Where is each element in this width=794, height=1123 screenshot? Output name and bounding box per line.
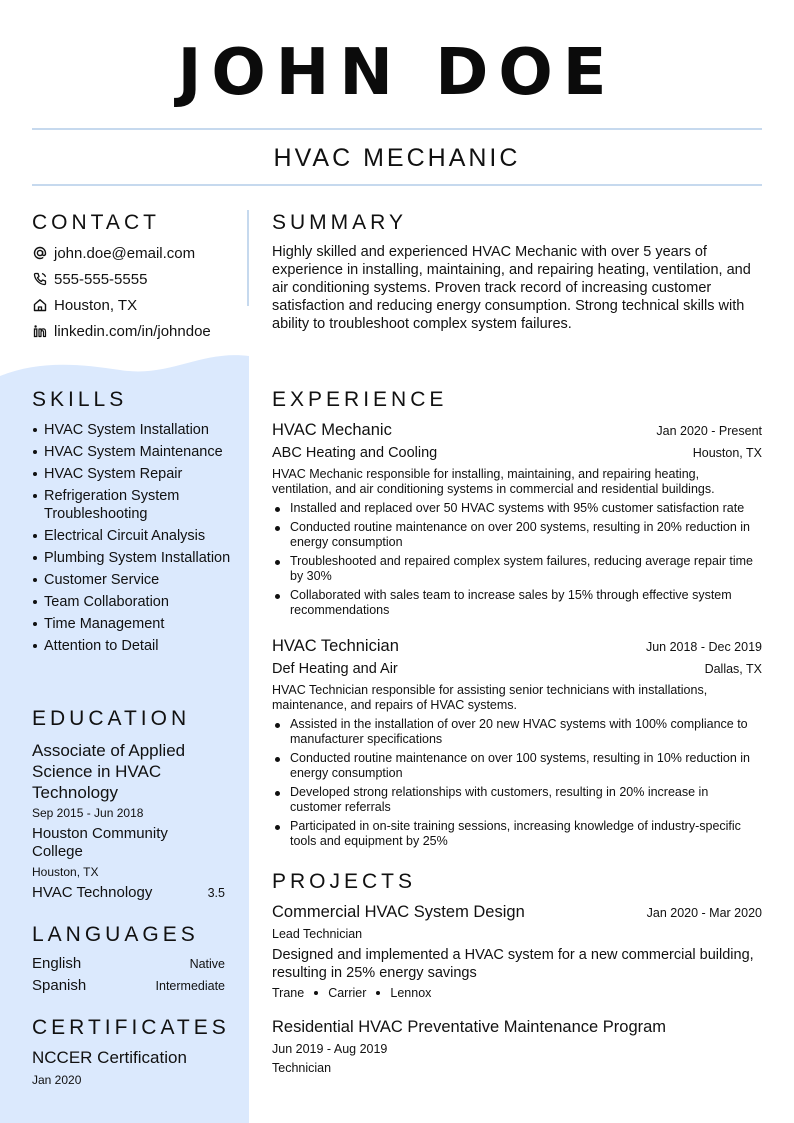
language-name: English <box>32 955 82 972</box>
skill-item: Customer Service <box>32 571 232 589</box>
contact-heading: CONTACT <box>32 211 160 234</box>
contact-location-text: Houston, TX <box>54 296 138 314</box>
project-tag: Lennox <box>390 986 432 1000</box>
language-row <box>32 955 225 972</box>
job-bullet: Installed and replaced over 50 HVAC systems with 95% customer satisfaction rate <box>272 501 762 516</box>
language-level: Intermediate <box>155 979 225 993</box>
contact-location <box>32 295 137 315</box>
job-bullets <box>272 717 762 853</box>
education-dates: Sep 2015 - Jun 2018 <box>32 806 144 820</box>
skill-item: HVAC System Installation <box>32 421 232 439</box>
skills-list <box>32 421 232 659</box>
job-dates: Jan 2020 - Present <box>656 424 762 438</box>
contact-phone-text: 555-555-5555 <box>54 270 148 288</box>
header-rule-top <box>32 128 762 130</box>
project-header <box>272 1018 762 1037</box>
languages-heading: LANGUAGES <box>32 923 199 946</box>
contact-email[interactable] <box>32 243 195 263</box>
job-header <box>272 637 762 656</box>
project-header <box>272 903 762 922</box>
project-dates: Jan 2020 - Mar 2020 <box>646 906 762 920</box>
skill-item: Time Management <box>32 615 232 633</box>
job-location: Houston, TX <box>692 446 762 460</box>
home-icon <box>32 297 48 313</box>
certificates-heading: CERTIFICATES <box>32 1016 230 1039</box>
education-field: HVAC Technology <box>32 884 153 901</box>
skill-item: HVAC System Maintenance <box>32 443 232 461</box>
summary-heading: SUMMARY <box>272 211 407 234</box>
project-tags <box>272 986 431 1000</box>
resume-job-title: HVAC MECHANIC <box>273 144 521 172</box>
job-bullet: Participated in on-site training sessions, increasing knowledge of industry-specific tools and equipment by 25% <box>272 819 762 849</box>
job-bullet: Developed strong relationships with customers, resulting in 20% increase in customer referrals <box>272 785 762 815</box>
skill-item: Plumbing System Installation <box>32 549 232 567</box>
language-level: Native <box>189 957 225 971</box>
column-divider <box>247 210 249 306</box>
project-tag: Trane <box>272 986 305 1000</box>
job-bullet: Conducted routine maintenance on over 100 systems, resulting in 10% reduction in energy consumption <box>272 751 762 781</box>
language-row <box>32 977 225 994</box>
project-description: Designed and implemented a HVAC system for a new commercial building, resulting in 25% energy savings <box>272 947 754 981</box>
contact-email-text: john.doe@email.com <box>54 244 196 262</box>
at-icon <box>32 245 48 261</box>
project-title: Residential HVAC Preventative Maintenance Program <box>272 1018 667 1036</box>
job-title: HVAC Mechanic <box>272 421 392 439</box>
job-title: HVAC Technician <box>272 637 399 655</box>
phone-icon <box>32 271 48 287</box>
education-degree: Associate of Applied Science in HVAC Technology <box>32 741 186 802</box>
project-tag: Carrier <box>328 986 367 1000</box>
education-heading: EDUCATION <box>32 707 191 730</box>
project-role: Technician <box>272 1061 332 1075</box>
contact-linkedin-text: linkedin.com/in/johndoe <box>54 322 211 340</box>
job-location: Dallas, TX <box>704 662 762 676</box>
skill-item: Refrigeration System Troubleshooting <box>32 487 232 523</box>
experience-heading: EXPERIENCE <box>272 388 448 411</box>
project-dates: Jun 2019 - Aug 2019 <box>272 1042 388 1056</box>
contact-phone[interactable] <box>32 269 147 289</box>
header-rule-bottom <box>32 184 762 186</box>
job-description: HVAC Mechanic responsible for installing, maintaining, and repairing heating, ventilation, and air conditioning systems in commercial and residential buildings. <box>272 467 715 496</box>
job-company-row <box>272 445 762 461</box>
job-bullet: Assisted in the installation of over 20 new HVAC systems with 100% compliance to manufacturer specifications <box>272 717 762 747</box>
job-company-row <box>272 661 762 677</box>
project-role: Lead Technician <box>272 927 363 941</box>
job-company: ABC Heating and Cooling <box>272 445 438 461</box>
contact-linkedin[interactable] <box>32 321 211 341</box>
skill-item: Electrical Circuit Analysis <box>32 527 232 545</box>
job-bullet: Troubleshooted and repaired complex system failures, reducing average repair time by 30% <box>272 554 762 584</box>
linkedin-icon <box>32 323 48 339</box>
skill-item: Team Collaboration <box>32 593 232 611</box>
job-description: HVAC Technician responsible for assisting senior technicians with installations, maintenance, and repairs of HVAC systems. <box>272 683 708 712</box>
skills-heading: SKILLS <box>32 388 128 411</box>
job-bullet: Collaborated with sales team to increase sales by 15% through effective system recommendations <box>272 588 762 618</box>
education-school: Houston Community College <box>32 825 168 860</box>
certificate-date: Jan 2020 <box>32 1073 82 1087</box>
language-name: Spanish <box>32 977 87 994</box>
skill-item: HVAC System Repair <box>32 465 232 483</box>
job-dates: Jun 2018 - Dec 2019 <box>645 640 762 654</box>
resume-name: JOHN DOE <box>177 36 617 110</box>
projects-heading: PROJECTS <box>272 870 417 893</box>
skill-item: Attention to Detail <box>32 637 232 655</box>
education-gpa: 3.5 <box>207 886 225 900</box>
education-field-row <box>32 884 225 901</box>
tag-separator <box>376 991 380 995</box>
education-location: Houston, TX <box>32 865 99 879</box>
summary-text: Highly skilled and experienced HVAC Mechanic with over 5 years of experience in installing, maintaining, and repairing heating, ventilation, and air conditioning systems. Proven track record of increasing customer satisfaction and reducing energy consumption. Strong technical skills with ability to troubleshoot complex system failures. <box>272 244 751 332</box>
tag-separator <box>314 991 318 995</box>
job-bullet: Conducted routine maintenance on over 200 systems, resulting in 20% reduction in energy consumption <box>272 520 762 550</box>
job-company: Def Heating and Air <box>272 661 398 677</box>
job-header <box>272 421 762 440</box>
project-title: Commercial HVAC System Design <box>272 903 525 921</box>
certificate-name: NCCER Certification <box>32 1048 187 1067</box>
job-bullets <box>272 501 762 622</box>
